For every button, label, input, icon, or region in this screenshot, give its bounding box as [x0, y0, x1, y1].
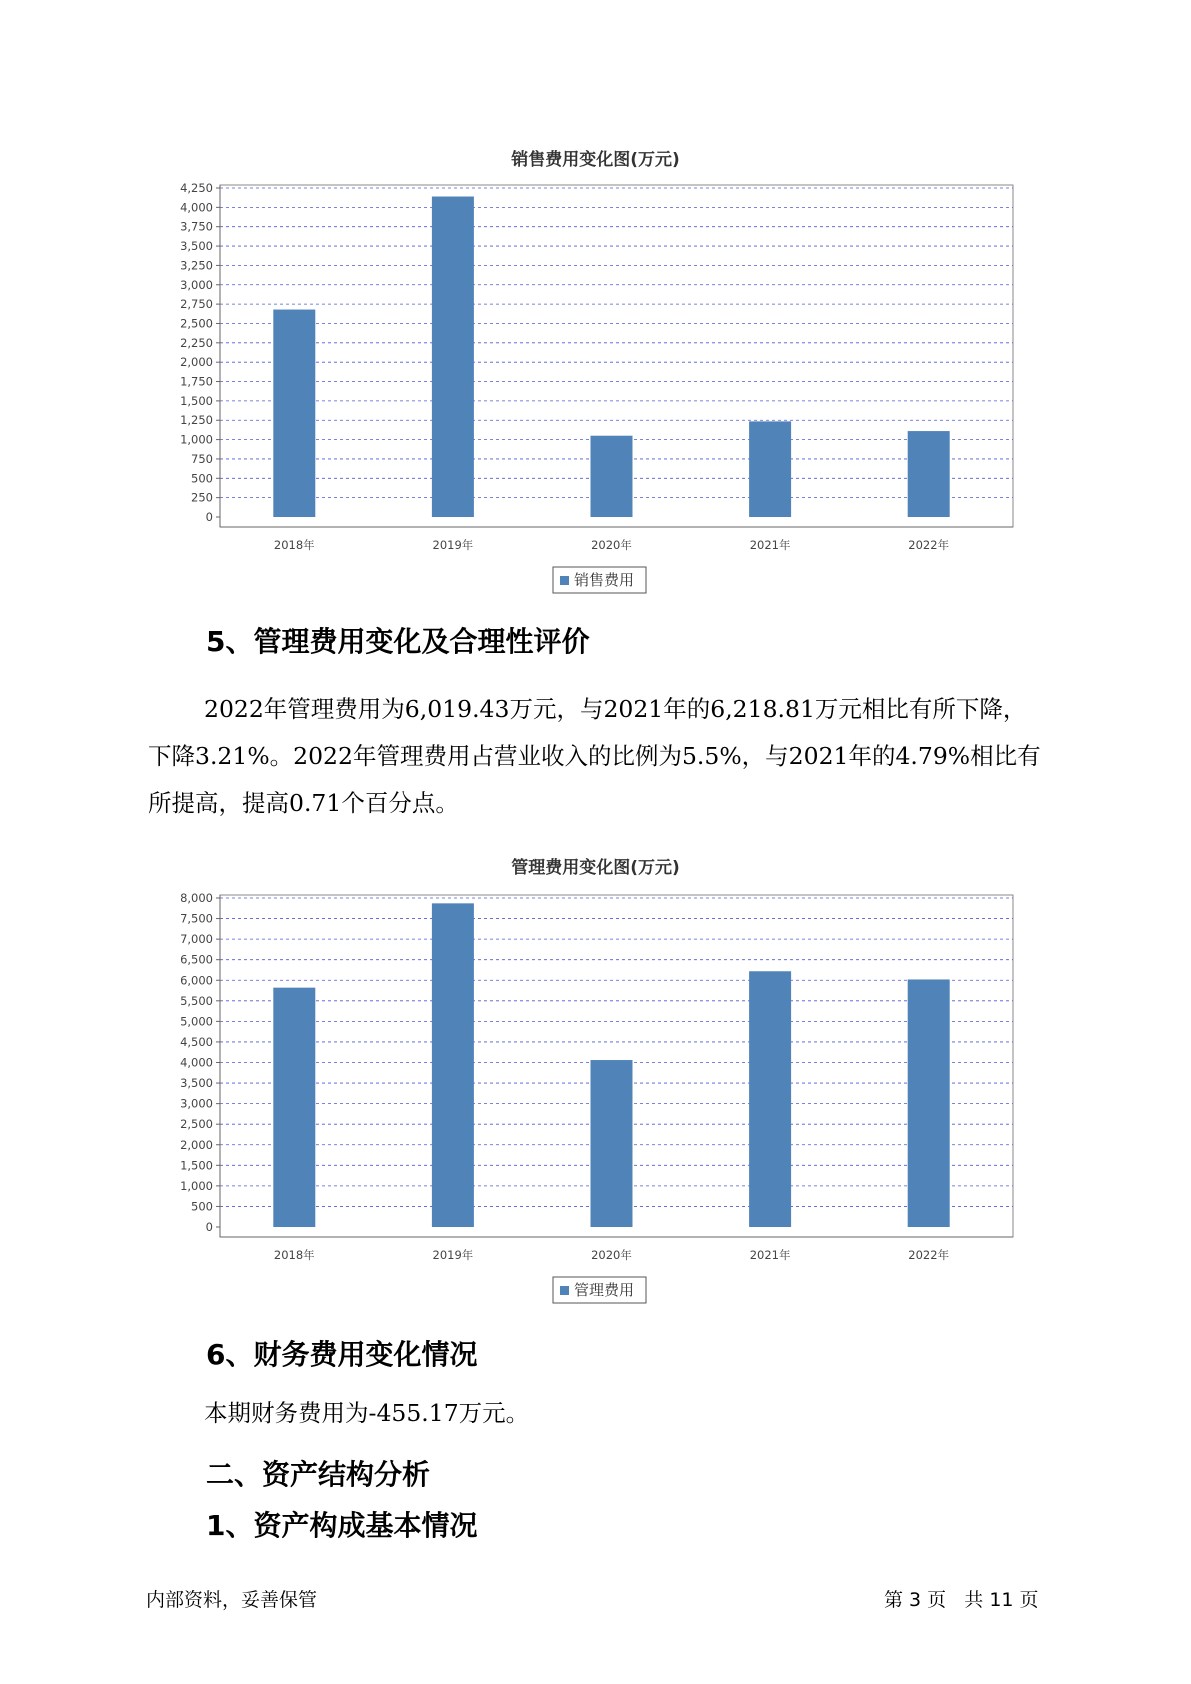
admin-x-tick-label: 2020年	[591, 1248, 632, 1262]
admin-y-tick-label: 4,500	[180, 1034, 213, 1049]
admin-bar-2022年	[908, 979, 950, 1227]
admin-y-tick-label: 3,000	[180, 1096, 213, 1111]
sales-y-tick-label: 3,750	[180, 219, 213, 234]
sales-y-tick-label: 1,000	[180, 432, 213, 447]
sales-y-tick-label: 750	[191, 451, 213, 466]
sales-y-tick-label: 2,000	[180, 355, 213, 370]
sales-chart-svg	[0, 170, 1191, 610]
sales-y-tick-label: 500	[191, 471, 213, 486]
sales-legend-swatch	[560, 576, 569, 585]
sales-y-tick-label: 2,500	[180, 316, 213, 331]
admin-y-tick-label: 2,500	[180, 1117, 213, 1132]
sales-y-tick-label: 4,000	[180, 200, 213, 215]
sales-y-tick-label: 1,500	[180, 393, 213, 408]
admin-y-tick-label: 2,000	[180, 1137, 213, 1152]
admin-y-tick-label: 1,000	[180, 1178, 213, 1193]
admin-x-tick-label: 2022年	[908, 1248, 950, 1262]
admin-y-tick-label: 3,500	[180, 1076, 213, 1091]
admin-x-tick-label: 2018年	[273, 1248, 315, 1262]
admin-legend-label: 管理费用	[574, 1281, 635, 1299]
sales-y-tick-label: 0	[205, 510, 213, 524]
admin-expense-paragraph: 2022年管理费用为6,019.43万元，与2021年的6,218.81万元相比有所下降，下降3.21%。2022年管理费用占营业收入的比例为5.5%，与2021年的4.79%相比有所提高，提高0.71个百分点。	[148, 695, 1041, 817]
footer-page-number: 第 3 页 共 11 页	[884, 1589, 1039, 1611]
admin-y-tick-label: 4,000	[180, 1055, 213, 1070]
admin-y-tick-label: 5,500	[180, 993, 213, 1008]
finance-expense-heading: 6、财务费用变化情况	[206, 1338, 478, 1371]
sales-y-tick-label: 2,250	[180, 335, 213, 350]
admin-bar-2018年	[273, 988, 315, 1227]
sales-legend-label: 销售费用	[574, 571, 635, 589]
sales-y-tick-label: 1,750	[180, 374, 213, 389]
admin-y-tick-label: 500	[191, 1199, 213, 1214]
sales-y-tick-label: 4,250	[180, 181, 213, 195]
asset-composition-heading: 1、资产构成基本情况	[206, 1509, 478, 1542]
admin-y-tick-label: 7,000	[180, 932, 213, 947]
admin-y-tick-label: 8,000	[180, 891, 213, 905]
admin-legend-swatch	[560, 1286, 569, 1295]
admin-x-tick-label: 2019年	[432, 1248, 474, 1262]
sales-x-tick-label: 2021年	[749, 538, 791, 552]
admin-expense-heading: 5、管理费用变化及合理性评价	[206, 625, 590, 658]
sales-x-tick-label: 2018年	[273, 538, 315, 552]
asset-structure-heading: 二、资产结构分析	[206, 1458, 431, 1491]
sales-bar-2022年	[908, 431, 950, 517]
admin-x-tick-label: 2021年	[749, 1248, 791, 1262]
admin-y-tick-label: 5,000	[180, 1014, 213, 1029]
sales-y-tick-label: 250	[191, 490, 213, 505]
sales-y-tick-label: 3,000	[180, 277, 213, 292]
footer-confidential-note: 内部资料，妥善保管	[146, 1589, 318, 1611]
admin-y-tick-label: 1,500	[180, 1158, 213, 1173]
sales-bar-2020年	[591, 436, 633, 517]
admin-chart-title: 管理费用变化图(万元)	[511, 858, 680, 878]
sales-bar-2019年	[432, 197, 474, 517]
sales-y-tick-label: 2,750	[180, 297, 213, 312]
sales-x-tick-label: 2019年	[432, 538, 474, 552]
sales-bar-2018年	[273, 310, 315, 517]
sales-chart-title: 销售费用变化图(万元)	[511, 150, 680, 170]
finance-expense-paragraph: 本期财务费用为-455.17万元。	[204, 1399, 530, 1427]
admin-y-tick-label: 6,500	[180, 952, 213, 967]
admin-y-tick-label: 6,000	[180, 973, 213, 988]
admin-bar-2019年	[432, 903, 474, 1227]
admin-bar-2021年	[749, 971, 791, 1227]
admin-bar-2020年	[591, 1060, 633, 1227]
sales-y-tick-label: 3,500	[180, 239, 213, 254]
admin-y-tick-label: 7,500	[180, 911, 213, 926]
admin-y-tick-label: 0	[205, 1220, 213, 1234]
sales-y-tick-label: 3,250	[180, 258, 213, 273]
sales-bar-2021年	[749, 421, 791, 517]
sales-x-tick-label: 2020年	[591, 538, 632, 552]
sales-x-tick-label: 2022年	[908, 538, 950, 552]
admin-chart-svg	[0, 880, 1191, 1320]
sales-y-tick-label: 1,250	[180, 413, 213, 428]
